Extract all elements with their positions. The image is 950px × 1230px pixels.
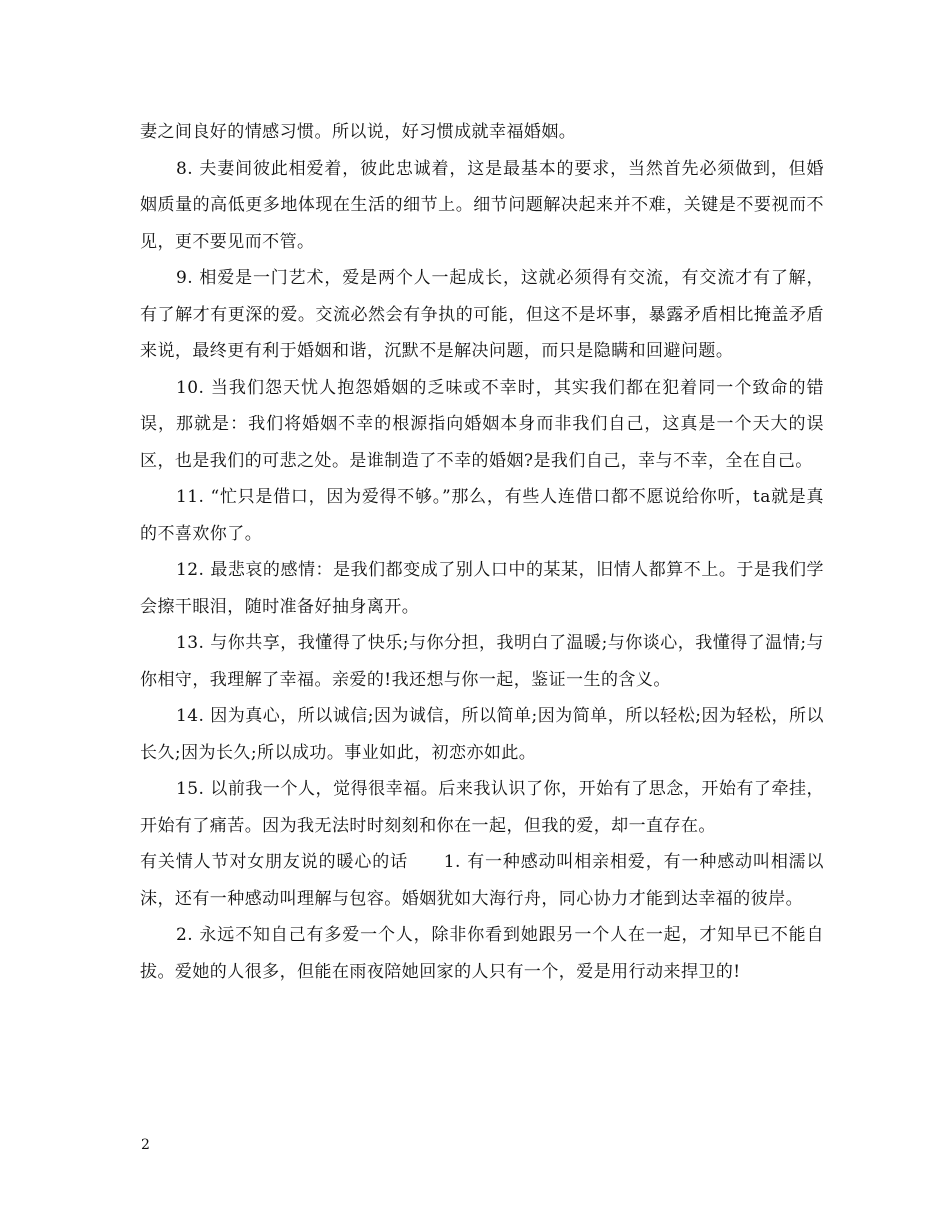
section-heading-with-item-1: 有关情人节对女朋友说的暖心的话 1. 有一种感动叫相亲相爱，有一种感动叫相濡以沫，还有一种感动叫理解与包容。婚姻犹如大海行舟，同心协力才能到达幸福的彼岸。	[140, 852, 824, 909]
paragraph-item-11: 11. “忙只是借口，因为爱得不够。”那么，有些人连借口都不愿说给你听，ta就是真的不喜欢你了。	[140, 487, 824, 544]
paragraph-continuation: 妻之间良好的情感习惯。所以说，好习惯成就幸福婚姻。	[140, 122, 577, 142]
paragraph-item-10: 10. 当我们怨天忧人抱怨婚姻的乏味或不幸时，其实我们都在犯着同一个致命的错误，那就是：我们将婚姻不幸的根源指向婚姻本身而非我们自己，这真是一个天大的误区，也是我们的可悲之处。是谁制造了不幸的婚姻?是我们自己，幸与不幸，全在自己。	[140, 377, 824, 471]
paragraph-item-2: 2. 永远不知自己有多爱一个人，除非你看到她跟另一个人在一起，才知早已不能自拔。爱她的人很多，但能在雨夜陪她回家的人只有一个，爱是用行动来捍卫的!	[140, 925, 824, 982]
body-text	[140, 114, 824, 990]
paragraph-item-12: 12. 最悲哀的感情：是我们都变成了别人口中的某某，旧情人都算不上。于是我们学会擦干眼泪，随时准备好抽身离开。	[140, 560, 824, 617]
paragraph-item-14: 14. 因为真心，所以诚信;因为诚信，所以简单;因为简单，所以轻松;因为轻松，所以长久;因为长久;所以成功。事业如此，初恋亦如此。	[140, 706, 824, 763]
paragraph-item-15: 15. 以前我一个人，觉得很幸福。后来我认识了你，开始有了思念，开始有了牵挂，开始有了痛苦。因为我无法时时刻刻和你在一起，但我的爱，却一直存在。	[140, 779, 824, 836]
page-number: 2	[141, 1137, 150, 1153]
paragraph-item-13: 13. 与你共享，我懂得了快乐;与你分担，我明白了温暖;与你谈心，我懂得了温情;与你相守，我理解了幸福。亲爱的!我还想与你一起，鉴证一生的含义。	[140, 633, 824, 690]
paragraph-item-8: 8. 夫妻间彼此相爱着，彼此忠诚着，这是最基本的要求，当然首先必须做到，但婚姻质量的高低更多地体现在生活的细节上。细节问题解决起来并不难，关键是不要视而不见，更不要见而不管。	[140, 158, 824, 252]
paragraph-item-9: 9. 相爱是一门艺术，爱是两个人一起成长，这就必须得有交流，有交流才有了解，有了解才有更深的爱。交流必然会有争执的可能，但这不是坏事，暴露矛盾相比掩盖矛盾来说，最终更有利于婚姻和谐，沉默不是解决问题，而只是隐瞒和回避问题。	[140, 268, 824, 361]
